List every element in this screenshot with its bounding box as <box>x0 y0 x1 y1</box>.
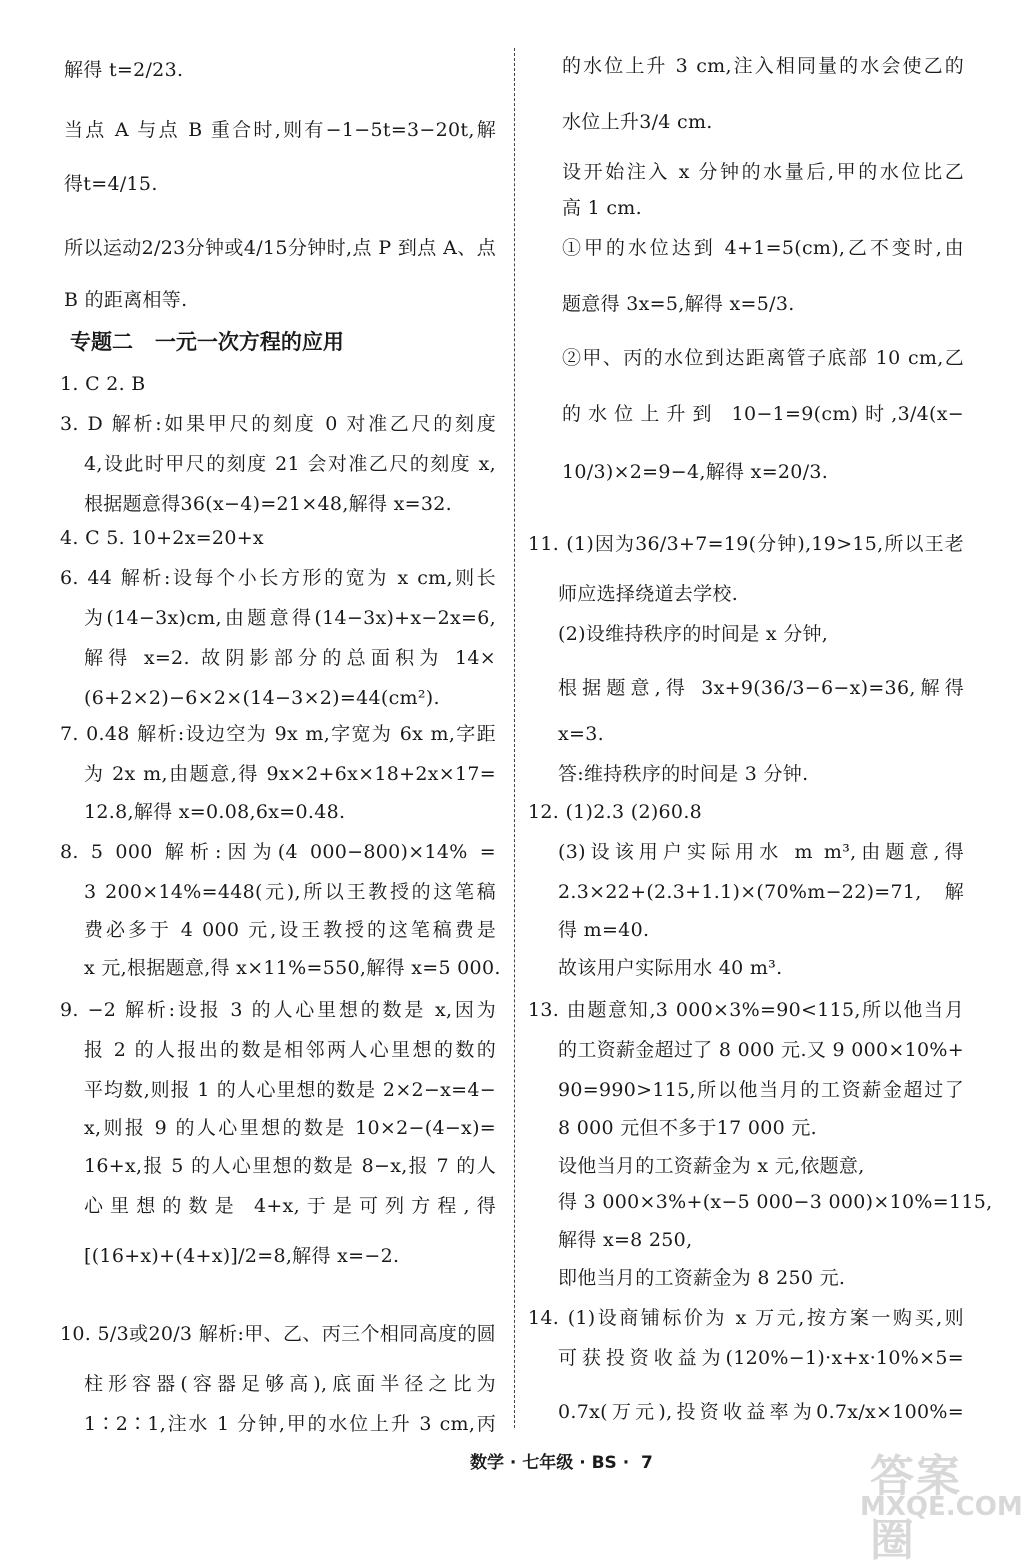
watermark-logo <box>850 1440 1023 1566</box>
text-line: 的工资薪金超过了 8 000 元.又 9 000×10%+ <box>558 1039 964 1061</box>
text-line: 10/3)×2=9−4,解得 x=20/3. <box>562 461 829 483</box>
watermark-url: MXQE.COM <box>860 1492 1023 1522</box>
answer-line: 12. (1)2.3 (2)60.8 <box>528 801 703 823</box>
answer-line: 3. D 解析:如果甲尺的刻度 0 对准乙尺的刻度 <box>60 413 496 435</box>
watermark-mark: 答案圈 <box>870 1451 962 1566</box>
text-line: 根据题意,得 3x+9(36/3−6−x)=36,解得 <box>558 677 964 699</box>
text-line: 答:维持秩序的时间是 3 分钟. <box>558 763 809 785</box>
text-line: 心里想的数是 4+x,于是可列方程,得 <box>84 1195 496 1217</box>
text-line: 设他当月的工资薪金为 x 元,依题意, <box>558 1155 865 1177</box>
text-line: 题意得 3x=5,解得 x=5/3. <box>562 293 795 315</box>
text-line: 当点 A 与点 B 重合时,则有−1−5t=3−20t,解 <box>64 119 496 141</box>
text-line: x 元,根据题意,得 x×11%=550,解得 x=5 000. <box>84 957 501 979</box>
text-line: 3 200×14%=448(元),所以王教授的这笔稿 <box>84 881 496 903</box>
text-line: 设开始注入 x 分钟的水量后,甲的水位比乙 <box>562 161 964 183</box>
text-line: B 的距离相等. <box>64 289 188 311</box>
answer-line: 13. 由题意知,3 000×3%=90<115,所以他当月 <box>528 999 964 1021</box>
text-line: (3)设该用户实际用水 m m³,由题意,得 <box>558 841 964 863</box>
text-line: 解得 x=2. 故阴影部分的总面积为 14× <box>84 647 496 669</box>
answer-line: 10. 5/3或20/3 解析:甲、乙、丙三个相同高度的圆 <box>60 1323 496 1345</box>
text-line: 为(14−3x)cm,由题意得(14−3x)+x−2x=6, <box>84 607 496 629</box>
text-line: 90=990>115,所以他当月的工资薪金超过了 <box>558 1079 964 1101</box>
text-line: 平均数,则报 1 的人心里想的数是 2×2−x=4− <box>84 1079 496 1101</box>
text-line: 水位上升3/4 cm. <box>562 111 713 133</box>
text-line: 根据题意得36(x−4)=21×48,解得 x=32. <box>84 493 452 515</box>
text-line: 8 000 元但不多于17 000 元. <box>558 1117 817 1139</box>
text-line: 解得 x=8 250, <box>558 1229 693 1251</box>
text-line: 的水位上升到 10−1=9(cm)时,3/4(x− <box>562 403 964 425</box>
text-line: 所以运动2/23分钟或4/15分钟时,点 P 到点 A、点 <box>64 237 496 259</box>
text-line: 2.3×22+(2.3+1.1)×(70%m−22)=71,解 <box>558 881 964 903</box>
text-line: x=3. <box>558 723 604 745</box>
answer-line: 8. 5 000 解析:因为(4 000−800)×14% = <box>60 841 496 863</box>
column-divider <box>514 48 515 1428</box>
text-line: 费必多于 4 000 元,设王教授的这笔稿费是 <box>84 919 496 941</box>
text-line: 为 2x m,由题意,得 9x×2+6x×18+2x×17= <box>84 763 496 785</box>
text-line: ①甲的水位达到 4+1=5(cm),乙不变时,由 <box>562 237 964 259</box>
answer-line: 14. (1)设商铺标价为 x 万元,按方案一购买,则 <box>528 1307 964 1329</box>
text-line: 1∶2∶1,注水 1 分钟,甲的水位上升 3 cm,丙 <box>84 1413 496 1435</box>
text-line: 得 3 000×3%+(x−5 000−3 000)×10%=115, <box>558 1191 993 1213</box>
page-footer: 数学 · 七年级 · BS · 7 <box>470 1453 653 1473</box>
text-line: 的水位上升 3 cm,注入相同量的水会使乙的 <box>562 55 964 77</box>
text-line: 柱形容器(容器足够高),底面半径之比为 <box>84 1373 496 1395</box>
text-line: (2)设维持秩序的时间是 x 分钟, <box>558 623 829 645</box>
text-line: 4,设此时甲尺的刻度 21 会对准乙尺的刻度 x, <box>84 453 496 475</box>
text-line: [(16+x)+(4+x)]/2=8,解得 x=−2. <box>84 1245 400 1267</box>
text-line: 即他当月的工资薪金为 8 250 元. <box>558 1267 846 1289</box>
answer-line: 6. 44 解析:设每个小长方形的宽为 x cm,则长 <box>60 567 496 589</box>
text-line: 故该用户实际用水 40 m³. <box>558 957 783 979</box>
answer-line: 7. 0.48 解析:设边空为 9x m,字宽为 6x m,字距 <box>60 723 496 745</box>
text-line: 得t=4/15. <box>64 173 158 195</box>
text-line: (6+2×2)−6×2×(14−3×2)=44(cm²). <box>84 687 440 709</box>
text-line: 0.7x(万元),投资收益率为0.7x/x×100%= <box>558 1401 964 1423</box>
answer-line: 9. −2 解析:设报 3 的人心里想的数是 x,因为 <box>60 999 496 1021</box>
section-heading: 专题二 一元一次方程的应用 <box>70 330 344 354</box>
answer-line: 1. C 2. B <box>60 373 146 395</box>
text-line: 可获投资收益为(120%−1)·x+x·10%×5= <box>558 1347 964 1369</box>
text-line: 报 2 的人报出的数是相邻两人心里想的数的 <box>84 1039 496 1061</box>
text-line: 师应选择绕道去学校. <box>558 583 739 605</box>
text-line: 12.8,解得 x=0.08,6x=0.48. <box>84 801 346 823</box>
text-line: 解得 t=2/23. <box>64 59 184 81</box>
answer-line: 4. C 5. 10+2x=20+x <box>60 527 264 549</box>
text-line: 得 m=40. <box>558 919 650 941</box>
text-line: x,则报 9 的人心里想的数是 10×2−(4−x)= <box>84 1117 496 1139</box>
text-line: 高 1 cm. <box>562 197 642 219</box>
answer-line: 11. (1)因为36/3+7=19(分钟),19>15,所以王老 <box>528 533 964 555</box>
text-line: ②甲、丙的水位到达距离管子底部 10 cm,乙 <box>562 347 964 369</box>
text-line: 16+x,报 5 的人心里想的数是 8−x,报 7 的人 <box>84 1155 496 1177</box>
